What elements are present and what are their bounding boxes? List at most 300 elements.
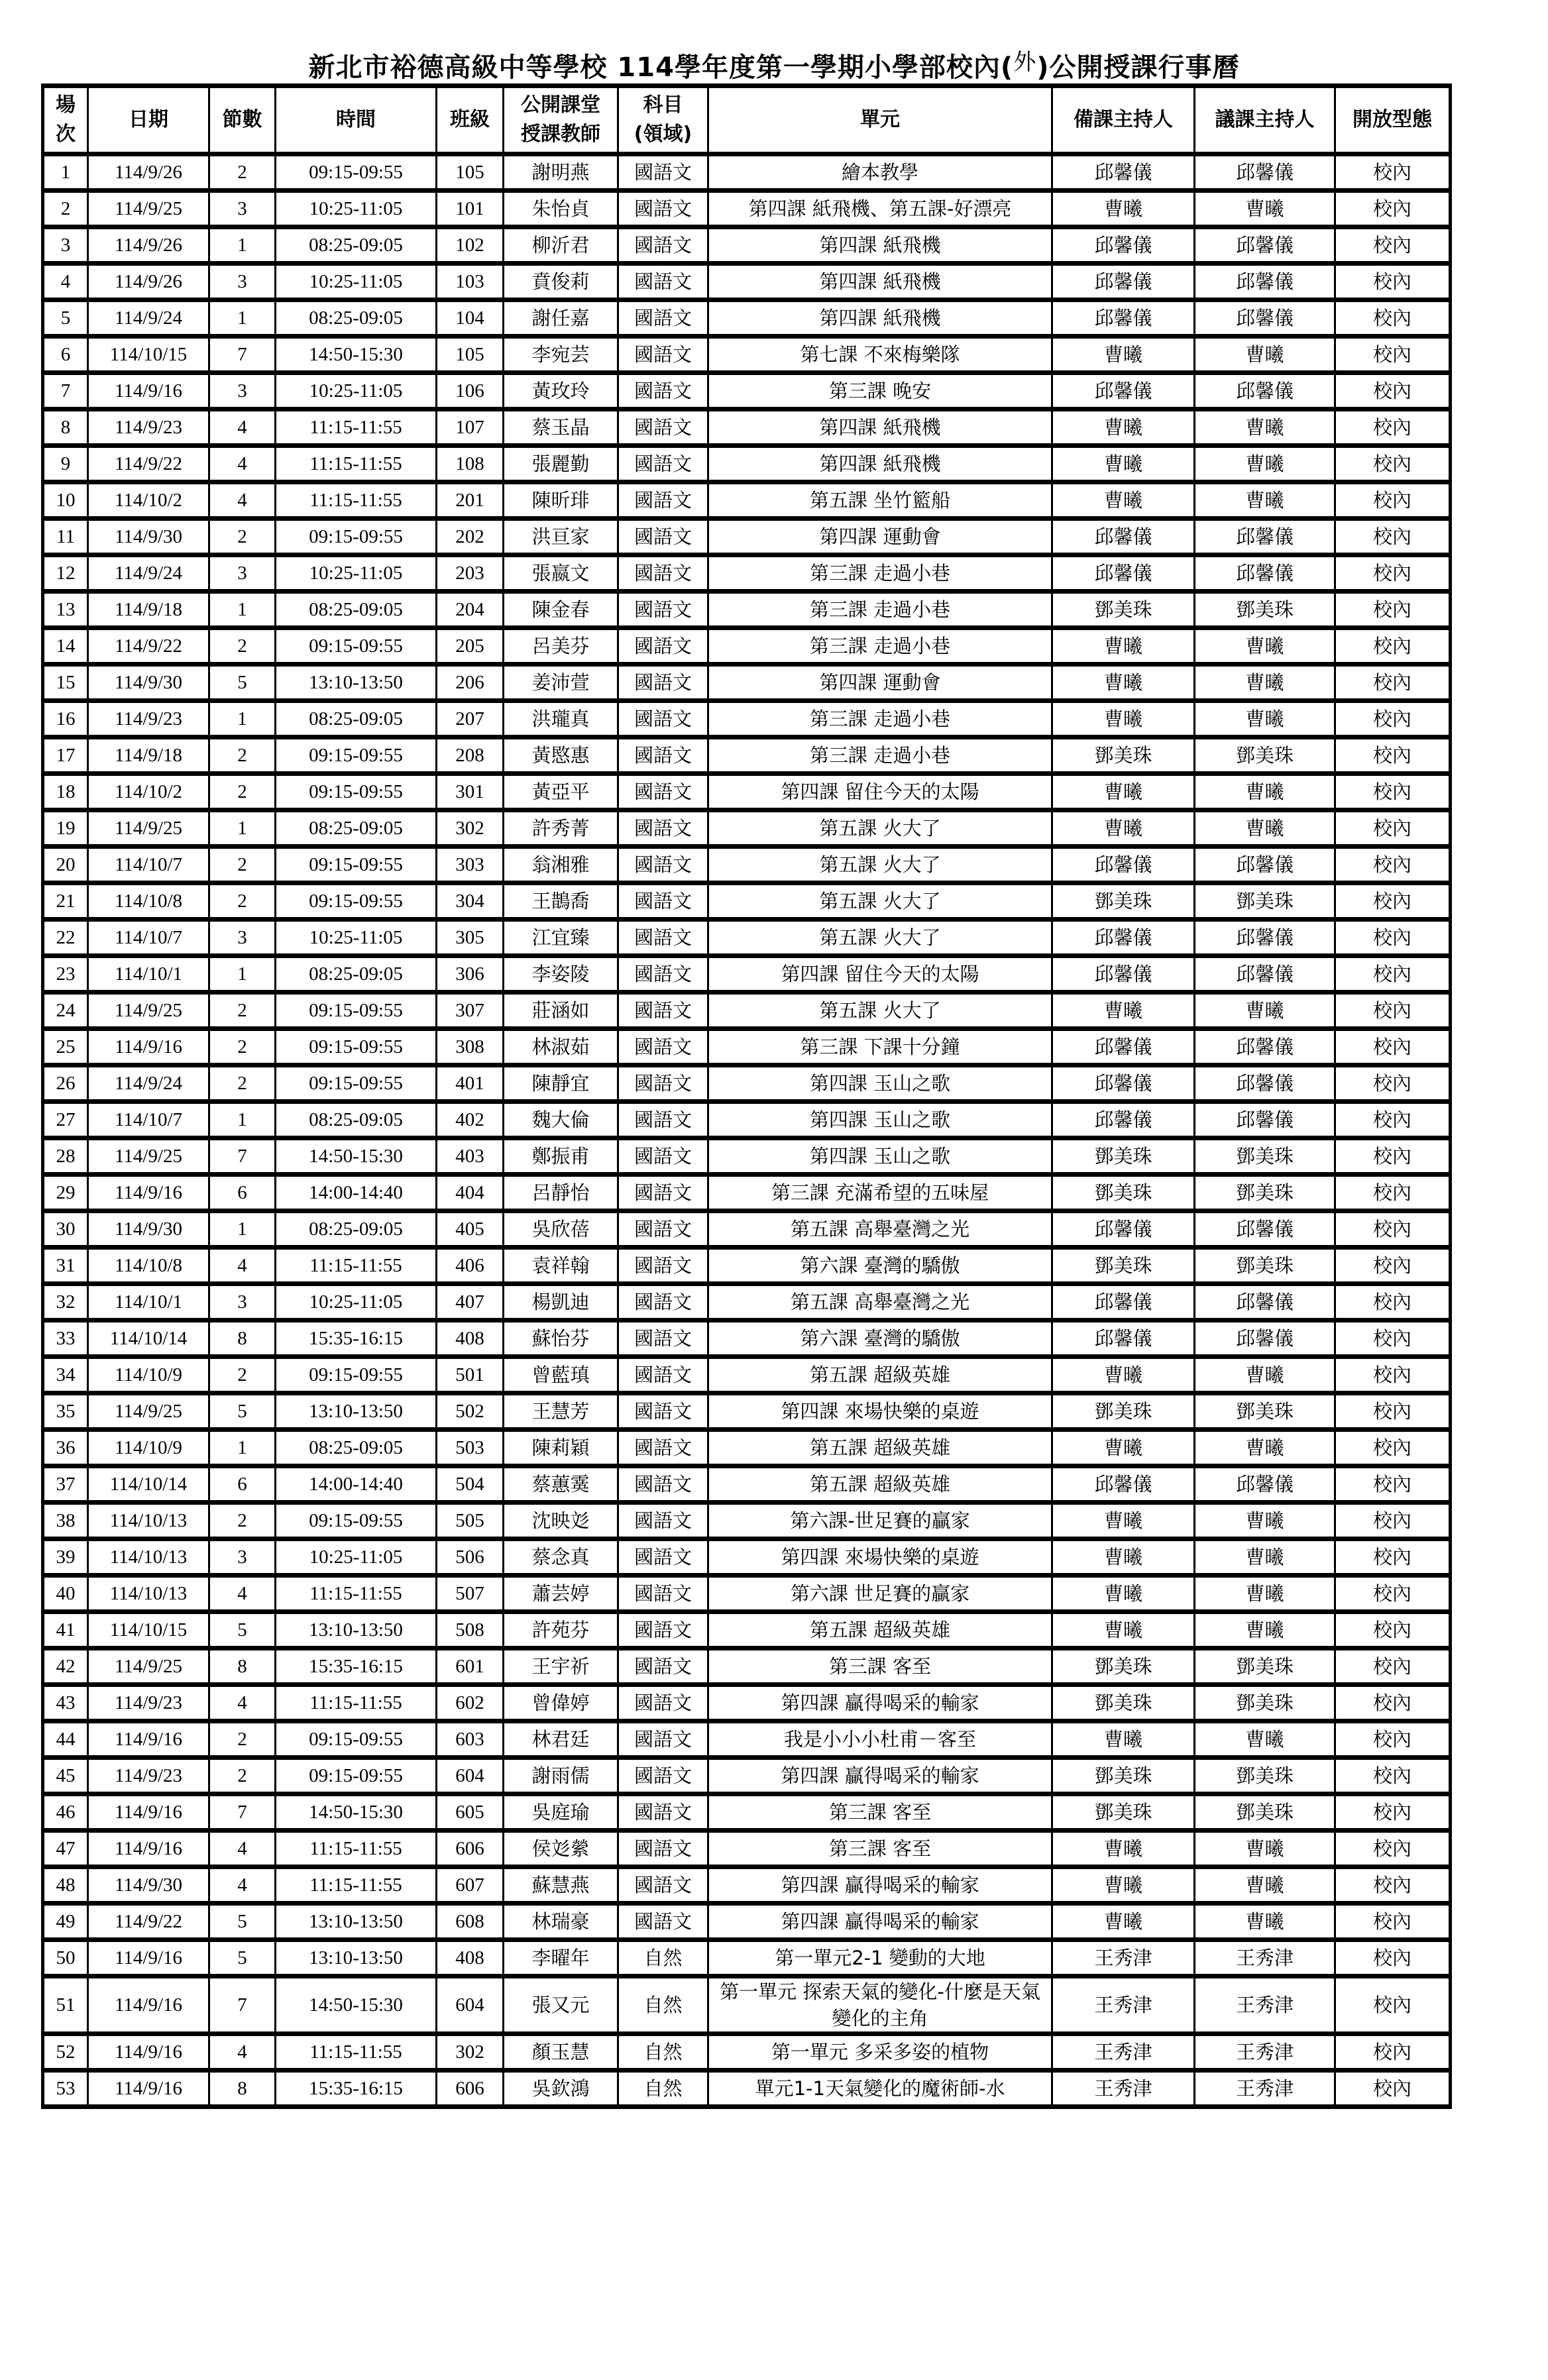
cell-review-host: 曹曦 bbox=[1195, 191, 1335, 227]
cell-teacher: 張又元 bbox=[504, 1976, 618, 2034]
cell-class: 203 bbox=[437, 555, 504, 592]
table-row bbox=[43, 191, 1451, 227]
cell-prep-host: 邱馨儀 bbox=[1052, 264, 1195, 300]
cell-review-host: 鄧美珠 bbox=[1195, 1248, 1335, 1284]
cell-prep-host: 曹曦 bbox=[1052, 482, 1195, 519]
table-row bbox=[43, 2034, 1451, 2071]
cell-prep-host: 曹曦 bbox=[1052, 1867, 1195, 1904]
cell-time: 11:15-11:55 bbox=[276, 482, 437, 519]
cell-subject: 國語文 bbox=[618, 264, 708, 300]
cell-teacher: 林君廷 bbox=[504, 1721, 618, 1758]
cell-prep-host: 鄧美珠 bbox=[1052, 1248, 1195, 1284]
cell-teacher: 楊凱迪 bbox=[504, 1284, 618, 1321]
cell-class: 105 bbox=[437, 154, 504, 191]
cell-teacher: 張嬴文 bbox=[504, 555, 618, 592]
cell-review-host: 曹曦 bbox=[1195, 482, 1335, 519]
cell-subject: 國語文 bbox=[618, 1430, 708, 1466]
cell-session-no: 30 bbox=[43, 1211, 88, 1248]
cell-teacher: 呂美芬 bbox=[504, 628, 618, 665]
cell-teacher: 陳靜宜 bbox=[504, 1065, 618, 1102]
cell-date: 114/9/23 bbox=[88, 409, 209, 446]
cell-unit: 第五課 火大了 bbox=[708, 883, 1052, 920]
cell-teacher: 魏大倫 bbox=[504, 1102, 618, 1138]
cell-date: 114/10/1 bbox=[88, 1284, 209, 1321]
cell-review-host: 鄧美珠 bbox=[1195, 1649, 1335, 1685]
cell-class: 106 bbox=[437, 373, 504, 409]
cell-prep-host: 曹曦 bbox=[1052, 993, 1195, 1029]
cell-prep-host: 鄧美珠 bbox=[1052, 737, 1195, 774]
header-session-no: 場 次 bbox=[43, 86, 88, 154]
cell-class: 606 bbox=[437, 1831, 504, 1867]
cell-subject: 國語文 bbox=[618, 628, 708, 665]
cell-open-type: 校內 bbox=[1335, 1940, 1451, 1976]
cell-open-type: 校內 bbox=[1335, 1466, 1451, 1503]
cell-subject: 國語文 bbox=[618, 1539, 708, 1576]
cell-prep-host: 鄧美珠 bbox=[1052, 1393, 1195, 1430]
cell-teacher: 蔡念真 bbox=[504, 1539, 618, 1576]
cell-prep-host: 邱馨儀 bbox=[1052, 956, 1195, 993]
header-class: 班級 bbox=[437, 86, 504, 154]
cell-date: 114/9/26 bbox=[88, 227, 209, 264]
cell-teacher: 洪瓏真 bbox=[504, 701, 618, 737]
cell-open-type: 校內 bbox=[1335, 482, 1451, 519]
cell-subject: 國語文 bbox=[618, 337, 708, 373]
cell-period: 4 bbox=[209, 1576, 276, 1612]
cell-session-no: 9 bbox=[43, 446, 88, 482]
cell-time: 15:35-16:15 bbox=[276, 1649, 437, 1685]
cell-period: 2 bbox=[209, 1357, 276, 1393]
cell-open-type: 校內 bbox=[1335, 847, 1451, 883]
cell-unit: 第三課 下課十分鐘 bbox=[708, 1029, 1052, 1065]
table-row bbox=[43, 1211, 1451, 1248]
cell-session-no: 16 bbox=[43, 701, 88, 737]
cell-review-host: 鄧美珠 bbox=[1195, 1138, 1335, 1175]
cell-time: 11:15-11:55 bbox=[276, 409, 437, 446]
cell-session-no: 14 bbox=[43, 628, 88, 665]
cell-subject: 國語文 bbox=[618, 701, 708, 737]
table-row bbox=[43, 1393, 1451, 1430]
cell-teacher: 姜沛萱 bbox=[504, 665, 618, 701]
cell-date: 114/10/7 bbox=[88, 920, 209, 956]
table-row bbox=[43, 1175, 1451, 1211]
cell-time: 09:15-09:55 bbox=[276, 1758, 437, 1794]
cell-teacher: 蔡蕙霙 bbox=[504, 1466, 618, 1503]
cell-open-type: 校內 bbox=[1335, 628, 1451, 665]
cell-review-host: 鄧美珠 bbox=[1195, 883, 1335, 920]
cell-subject: 國語文 bbox=[618, 1065, 708, 1102]
table-row bbox=[43, 2071, 1451, 2107]
cell-subject: 國語文 bbox=[618, 1284, 708, 1321]
cell-period: 7 bbox=[209, 1794, 276, 1831]
cell-date: 114/9/16 bbox=[88, 1721, 209, 1758]
cell-time: 08:25-09:05 bbox=[276, 810, 437, 847]
cell-time: 08:25-09:05 bbox=[276, 1102, 437, 1138]
cell-time: 09:15-09:55 bbox=[276, 774, 437, 810]
cell-open-type: 校內 bbox=[1335, 2071, 1451, 2107]
cell-session-no: 3 bbox=[43, 227, 88, 264]
cell-time: 13:10-13:50 bbox=[276, 1904, 437, 1940]
table-row bbox=[43, 1576, 1451, 1612]
cell-teacher: 吳欣蓓 bbox=[504, 1211, 618, 1248]
cell-period: 2 bbox=[209, 774, 276, 810]
table-row bbox=[43, 1321, 1451, 1357]
cell-session-no: 6 bbox=[43, 337, 88, 373]
table-row bbox=[43, 1758, 1451, 1794]
cell-review-host: 邱馨儀 bbox=[1195, 1102, 1335, 1138]
cell-teacher: 蘇慧燕 bbox=[504, 1867, 618, 1904]
cell-subject: 國語文 bbox=[618, 300, 708, 337]
cell-teacher: 吳庭瑜 bbox=[504, 1794, 618, 1831]
cell-unit: 第五課 超級英雄 bbox=[708, 1430, 1052, 1466]
cell-time: 08:25-09:05 bbox=[276, 592, 437, 628]
cell-prep-host: 邱馨儀 bbox=[1052, 227, 1195, 264]
header-time: 時間 bbox=[276, 86, 437, 154]
cell-time: 09:15-09:55 bbox=[276, 1065, 437, 1102]
cell-session-no: 44 bbox=[43, 1721, 88, 1758]
cell-date: 114/9/25 bbox=[88, 191, 209, 227]
cell-prep-host: 邱馨儀 bbox=[1052, 154, 1195, 191]
cell-period: 1 bbox=[209, 300, 276, 337]
cell-time: 13:10-13:50 bbox=[276, 665, 437, 701]
cell-subject: 國語文 bbox=[618, 1867, 708, 1904]
cell-subject: 國語文 bbox=[618, 446, 708, 482]
cell-period: 5 bbox=[209, 1940, 276, 1976]
cell-class: 506 bbox=[437, 1539, 504, 1576]
header-subject: 科目 (領域) bbox=[618, 86, 708, 154]
cell-unit: 第六課-世足賽的贏家 bbox=[708, 1503, 1052, 1539]
cell-time: 09:15-09:55 bbox=[276, 628, 437, 665]
cell-time: 11:15-11:55 bbox=[276, 2034, 437, 2071]
cell-open-type: 校內 bbox=[1335, 300, 1451, 337]
cell-time: 13:10-13:50 bbox=[276, 1612, 437, 1649]
cell-time: 08:25-09:05 bbox=[276, 956, 437, 993]
cell-subject: 國語文 bbox=[618, 154, 708, 191]
cell-unit: 第三課 客至 bbox=[708, 1794, 1052, 1831]
cell-unit: 第五課 火大了 bbox=[708, 920, 1052, 956]
cell-unit: 第四課 贏得喝采的輸家 bbox=[708, 1867, 1052, 1904]
cell-subject: 國語文 bbox=[618, 227, 708, 264]
cell-review-host: 王秀津 bbox=[1195, 1976, 1335, 2034]
cell-teacher: 賁俊莉 bbox=[504, 264, 618, 300]
cell-session-no: 12 bbox=[43, 555, 88, 592]
cell-open-type: 校內 bbox=[1335, 409, 1451, 446]
cell-time: 10:25-11:05 bbox=[276, 1284, 437, 1321]
cell-subject: 國語文 bbox=[618, 191, 708, 227]
cell-open-type: 校內 bbox=[1335, 1794, 1451, 1831]
cell-period: 4 bbox=[209, 1248, 276, 1284]
cell-teacher: 許秀菁 bbox=[504, 810, 618, 847]
cell-unit: 第三課 走過小巷 bbox=[708, 628, 1052, 665]
cell-review-host: 曹曦 bbox=[1195, 409, 1335, 446]
cell-class: 404 bbox=[437, 1175, 504, 1211]
cell-time: 09:15-09:55 bbox=[276, 737, 437, 774]
cell-review-host: 邱馨儀 bbox=[1195, 1029, 1335, 1065]
table-row bbox=[43, 446, 1451, 482]
cell-session-no: 49 bbox=[43, 1904, 88, 1940]
cell-class: 505 bbox=[437, 1503, 504, 1539]
cell-unit: 第四課 留住今天的太陽 bbox=[708, 774, 1052, 810]
cell-time: 10:25-11:05 bbox=[276, 555, 437, 592]
cell-subject: 自然 bbox=[618, 2034, 708, 2071]
cell-class: 304 bbox=[437, 883, 504, 920]
cell-period: 3 bbox=[209, 191, 276, 227]
table-row bbox=[43, 373, 1451, 409]
cell-review-host: 曹曦 bbox=[1195, 1831, 1335, 1867]
table-row bbox=[43, 1794, 1451, 1831]
cell-prep-host: 曹曦 bbox=[1052, 810, 1195, 847]
cell-open-type: 校內 bbox=[1335, 737, 1451, 774]
cell-class: 108 bbox=[437, 446, 504, 482]
cell-class: 204 bbox=[437, 592, 504, 628]
cell-time: 09:15-09:55 bbox=[276, 154, 437, 191]
cell-class: 401 bbox=[437, 1065, 504, 1102]
cell-subject: 國語文 bbox=[618, 555, 708, 592]
cell-class: 208 bbox=[437, 737, 504, 774]
cell-class: 605 bbox=[437, 1794, 504, 1831]
cell-class: 302 bbox=[437, 810, 504, 847]
cell-teacher: 蕭芸婷 bbox=[504, 1576, 618, 1612]
cell-class: 508 bbox=[437, 1612, 504, 1649]
cell-class: 402 bbox=[437, 1102, 504, 1138]
cell-date: 114/9/18 bbox=[88, 737, 209, 774]
cell-prep-host: 邱馨儀 bbox=[1052, 1284, 1195, 1321]
cell-prep-host: 鄧美珠 bbox=[1052, 1685, 1195, 1721]
cell-subject: 自然 bbox=[618, 1976, 708, 2034]
cell-teacher: 王宇祈 bbox=[504, 1649, 618, 1685]
cell-period: 8 bbox=[209, 2071, 276, 2107]
cell-open-type: 校內 bbox=[1335, 1248, 1451, 1284]
table-row bbox=[43, 1466, 1451, 1503]
cell-session-no: 27 bbox=[43, 1102, 88, 1138]
cell-prep-host: 邱馨儀 bbox=[1052, 373, 1195, 409]
cell-session-no: 53 bbox=[43, 2071, 88, 2107]
cell-unit: 第四課 留住今天的太陽 bbox=[708, 956, 1052, 993]
cell-teacher: 鄭振甫 bbox=[504, 1138, 618, 1175]
cell-unit: 第四課 來場快樂的桌遊 bbox=[708, 1539, 1052, 1576]
cell-period: 1 bbox=[209, 227, 276, 264]
cell-review-host: 曹曦 bbox=[1195, 665, 1335, 701]
cell-subject: 國語文 bbox=[618, 1794, 708, 1831]
cell-review-host: 曹曦 bbox=[1195, 993, 1335, 1029]
cell-open-type: 校內 bbox=[1335, 264, 1451, 300]
header-open-type: 開放型態 bbox=[1335, 86, 1451, 154]
cell-teacher: 李姿陵 bbox=[504, 956, 618, 993]
cell-date: 114/9/26 bbox=[88, 264, 209, 300]
cell-teacher: 朱怡貞 bbox=[504, 191, 618, 227]
cell-prep-host: 曹曦 bbox=[1052, 1576, 1195, 1612]
cell-teacher: 洪亘家 bbox=[504, 519, 618, 555]
cell-open-type: 校內 bbox=[1335, 883, 1451, 920]
cell-date: 114/9/16 bbox=[88, 1029, 209, 1065]
cell-subject: 國語文 bbox=[618, 1357, 708, 1393]
cell-period: 5 bbox=[209, 1393, 276, 1430]
title-end: )公開授課行事曆 bbox=[1036, 52, 1240, 83]
cell-unit: 第五課 火大了 bbox=[708, 847, 1052, 883]
cell-review-host: 鄧美珠 bbox=[1195, 1685, 1335, 1721]
table-row bbox=[43, 1685, 1451, 1721]
cell-review-host: 邱馨儀 bbox=[1195, 373, 1335, 409]
cell-period: 3 bbox=[209, 555, 276, 592]
cell-subject: 國語文 bbox=[618, 1248, 708, 1284]
cell-period: 8 bbox=[209, 1321, 276, 1357]
table-row bbox=[43, 555, 1451, 592]
cell-open-type: 校內 bbox=[1335, 519, 1451, 555]
cell-session-no: 45 bbox=[43, 1758, 88, 1794]
cell-period: 1 bbox=[209, 810, 276, 847]
cell-period: 1 bbox=[209, 592, 276, 628]
cell-class: 606 bbox=[437, 2071, 504, 2107]
cell-prep-host: 曹曦 bbox=[1052, 409, 1195, 446]
cell-class: 502 bbox=[437, 1393, 504, 1430]
cell-subject: 國語文 bbox=[618, 993, 708, 1029]
cell-date: 114/10/14 bbox=[88, 1321, 209, 1357]
cell-prep-host: 曹曦 bbox=[1052, 1430, 1195, 1466]
cell-period: 5 bbox=[209, 1904, 276, 1940]
cell-class: 206 bbox=[437, 665, 504, 701]
cell-date: 114/10/13 bbox=[88, 1503, 209, 1539]
cell-class: 504 bbox=[437, 1466, 504, 1503]
cell-open-type: 校內 bbox=[1335, 1649, 1451, 1685]
cell-prep-host: 鄧美珠 bbox=[1052, 592, 1195, 628]
cell-prep-host: 鄧美珠 bbox=[1052, 1175, 1195, 1211]
cell-period: 2 bbox=[209, 847, 276, 883]
cell-unit: 第三課 充滿希望的五味屋 bbox=[708, 1175, 1052, 1211]
cell-period: 4 bbox=[209, 2034, 276, 2071]
cell-date: 114/9/16 bbox=[88, 1175, 209, 1211]
cell-unit: 第五課 超級英雄 bbox=[708, 1466, 1052, 1503]
cell-prep-host: 鄧美珠 bbox=[1052, 1758, 1195, 1794]
cell-open-type: 校內 bbox=[1335, 1612, 1451, 1649]
cell-class: 307 bbox=[437, 993, 504, 1029]
table-row bbox=[43, 1430, 1451, 1466]
cell-unit: 第四課 贏得喝采的輸家 bbox=[708, 1685, 1052, 1721]
cell-teacher: 曾藍瑱 bbox=[504, 1357, 618, 1393]
cell-date: 114/10/13 bbox=[88, 1539, 209, 1576]
cell-class: 105 bbox=[437, 337, 504, 373]
cell-unit: 單元1-1天氣變化的魔術師-水 bbox=[708, 2071, 1052, 2107]
cell-teacher: 謝明燕 bbox=[504, 154, 618, 191]
cell-period: 5 bbox=[209, 665, 276, 701]
cell-period: 4 bbox=[209, 409, 276, 446]
cell-session-no: 36 bbox=[43, 1430, 88, 1466]
cell-period: 7 bbox=[209, 1138, 276, 1175]
table-row bbox=[43, 482, 1451, 519]
cell-class: 102 bbox=[437, 227, 504, 264]
header-period: 節數 bbox=[209, 86, 276, 154]
page-title bbox=[0, 46, 1548, 84]
table-row bbox=[43, 993, 1451, 1029]
cell-session-no: 13 bbox=[43, 592, 88, 628]
cell-review-host: 鄧美珠 bbox=[1195, 592, 1335, 628]
cell-unit: 第四課 紙飛機 bbox=[708, 227, 1052, 264]
open-class-schedule-table bbox=[41, 83, 1452, 2109]
cell-subject: 國語文 bbox=[618, 1904, 708, 1940]
cell-session-no: 37 bbox=[43, 1466, 88, 1503]
cell-class: 507 bbox=[437, 1576, 504, 1612]
cell-period: 8 bbox=[209, 1649, 276, 1685]
cell-time: 14:50-15:30 bbox=[276, 337, 437, 373]
cell-teacher: 陳金春 bbox=[504, 592, 618, 628]
cell-review-host: 邱馨儀 bbox=[1195, 227, 1335, 264]
cell-prep-host: 曹曦 bbox=[1052, 1503, 1195, 1539]
cell-teacher: 林淑茹 bbox=[504, 1029, 618, 1065]
cell-date: 114/9/24 bbox=[88, 300, 209, 337]
cell-period: 1 bbox=[209, 1102, 276, 1138]
cell-unit: 第三課 客至 bbox=[708, 1831, 1052, 1867]
cell-date: 114/9/22 bbox=[88, 628, 209, 665]
cell-date: 114/10/7 bbox=[88, 847, 209, 883]
cell-subject: 國語文 bbox=[618, 810, 708, 847]
cell-time: 10:25-11:05 bbox=[276, 1539, 437, 1576]
cell-open-type: 校內 bbox=[1335, 810, 1451, 847]
cell-teacher: 江宜臻 bbox=[504, 920, 618, 956]
cell-period: 2 bbox=[209, 1029, 276, 1065]
table-row bbox=[43, 1029, 1451, 1065]
cell-date: 114/9/16 bbox=[88, 373, 209, 409]
cell-period: 3 bbox=[209, 264, 276, 300]
cell-review-host: 鄧美珠 bbox=[1195, 1175, 1335, 1211]
cell-open-type: 校內 bbox=[1335, 1503, 1451, 1539]
table-row bbox=[43, 1357, 1451, 1393]
cell-teacher: 柳沂君 bbox=[504, 227, 618, 264]
cell-open-type: 校內 bbox=[1335, 1321, 1451, 1357]
cell-date: 114/9/25 bbox=[88, 810, 209, 847]
cell-unit: 第六課 臺灣的驕傲 bbox=[708, 1321, 1052, 1357]
cell-subject: 國語文 bbox=[618, 883, 708, 920]
cell-date: 114/10/7 bbox=[88, 1102, 209, 1138]
cell-subject: 國語文 bbox=[618, 409, 708, 446]
cell-session-no: 1 bbox=[43, 154, 88, 191]
cell-class: 101 bbox=[437, 191, 504, 227]
cell-session-no: 28 bbox=[43, 1138, 88, 1175]
cell-unit: 第三課 走過小巷 bbox=[708, 592, 1052, 628]
cell-review-host: 邱馨儀 bbox=[1195, 1211, 1335, 1248]
cell-time: 11:15-11:55 bbox=[276, 1685, 437, 1721]
cell-prep-host: 邱馨儀 bbox=[1052, 1466, 1195, 1503]
cell-prep-host: 邱馨儀 bbox=[1052, 1321, 1195, 1357]
cell-prep-host: 鄧美珠 bbox=[1052, 1649, 1195, 1685]
cell-open-type: 校內 bbox=[1335, 920, 1451, 956]
cell-unit: 第四課 紙飛機 bbox=[708, 409, 1052, 446]
cell-subject: 國語文 bbox=[618, 737, 708, 774]
cell-subject: 國語文 bbox=[618, 1649, 708, 1685]
cell-teacher: 陳莉穎 bbox=[504, 1430, 618, 1466]
cell-review-host: 曹曦 bbox=[1195, 1867, 1335, 1904]
cell-unit: 第五課 火大了 bbox=[708, 810, 1052, 847]
cell-session-no: 8 bbox=[43, 409, 88, 446]
cell-unit: 第一單元2-1 變動的大地 bbox=[708, 1940, 1052, 1976]
cell-teacher: 李宛芸 bbox=[504, 337, 618, 373]
cell-class: 604 bbox=[437, 1976, 504, 2034]
cell-time: 09:15-09:55 bbox=[276, 1503, 437, 1539]
cell-prep-host: 曹曦 bbox=[1052, 1612, 1195, 1649]
cell-class: 201 bbox=[437, 482, 504, 519]
cell-date: 114/9/16 bbox=[88, 1794, 209, 1831]
cell-open-type: 校內 bbox=[1335, 1393, 1451, 1430]
table-row bbox=[43, 519, 1451, 555]
cell-teacher: 謝任嘉 bbox=[504, 300, 618, 337]
cell-teacher: 黃亞平 bbox=[504, 774, 618, 810]
cell-open-type: 校內 bbox=[1335, 1138, 1451, 1175]
cell-subject: 國語文 bbox=[618, 956, 708, 993]
cell-time: 13:10-13:50 bbox=[276, 1940, 437, 1976]
cell-session-no: 48 bbox=[43, 1867, 88, 1904]
cell-open-type: 校內 bbox=[1335, 1904, 1451, 1940]
cell-teacher: 黃玫玲 bbox=[504, 373, 618, 409]
cell-review-host: 曹曦 bbox=[1195, 1357, 1335, 1393]
cell-subject: 自然 bbox=[618, 2071, 708, 2107]
cell-date: 114/10/14 bbox=[88, 1466, 209, 1503]
